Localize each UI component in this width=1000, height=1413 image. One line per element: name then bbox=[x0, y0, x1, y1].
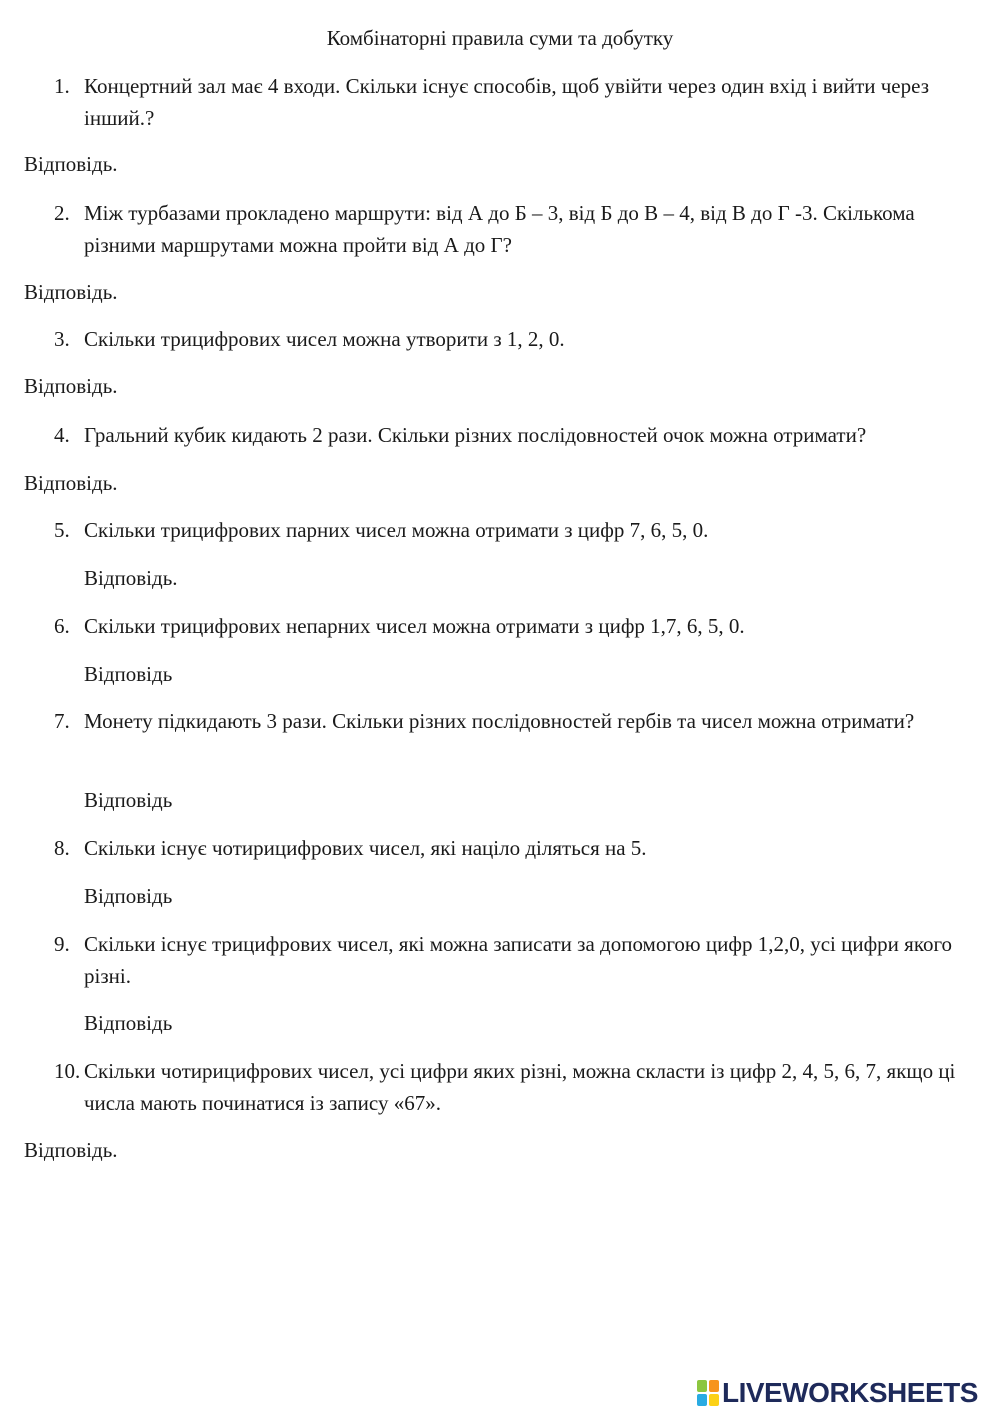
answer-label-8: Відповідь bbox=[84, 884, 173, 908]
liveworksheets-logo[interactable] bbox=[697, 1378, 978, 1408]
question-text: Скільки чотирицифрових чисел, усі цифри яких різні, можна скласти із цифр 2, 4, 5, 6, 7, якщо ці числа мають починатися із запису «67». bbox=[84, 1059, 956, 1115]
answer-label-4: Відповідь. bbox=[24, 471, 118, 495]
question-6 bbox=[54, 610, 984, 642]
question-2 bbox=[54, 197, 984, 261]
question-text: Скільки трицифрових парних чисел можна отримати з цифр 7, 6, 5, 0. bbox=[84, 518, 709, 542]
question-number: 5. bbox=[54, 518, 70, 542]
question-text: Скільки існує чотирицифрових чисел, які націло діляться на 5. bbox=[84, 836, 647, 860]
question-number: 9. bbox=[54, 932, 70, 956]
answer-label-6: Відповідь bbox=[84, 662, 173, 686]
question-number: 6. bbox=[54, 614, 70, 638]
question-number: 8. bbox=[54, 836, 70, 860]
answer-label-9: Відповідь bbox=[84, 1011, 173, 1035]
question-1 bbox=[54, 70, 984, 134]
question-text: Скільки трицифрових непарних чисел можна отримати з цифр 1,7, 6, 5, 0. bbox=[84, 614, 745, 638]
question-number: 1. bbox=[54, 74, 70, 98]
question-number: 7. bbox=[54, 709, 70, 733]
question-number: 10. bbox=[54, 1059, 81, 1083]
answer-label-7: Відповідь bbox=[84, 788, 173, 812]
question-8 bbox=[54, 832, 984, 864]
liveworksheets-logo-icon bbox=[697, 1380, 719, 1406]
answer-label-5: Відповідь. bbox=[84, 566, 178, 590]
question-9 bbox=[54, 928, 984, 992]
answer-label-3: Відповідь. bbox=[24, 374, 118, 398]
question-number: 3. bbox=[54, 327, 70, 351]
answer-label-2: Відповідь. bbox=[24, 280, 118, 304]
answer-label-1: Відповідь. bbox=[24, 152, 118, 176]
question-number: 4. bbox=[54, 423, 70, 447]
question-number: 2. bbox=[54, 201, 70, 225]
question-4 bbox=[54, 419, 984, 451]
page-title: Комбінаторні правила суми та добутку bbox=[326, 26, 674, 50]
question-5 bbox=[54, 514, 984, 546]
question-text: Гральний кубик кидають 2 рази. Скільки різних послідовностей очок можна отримати? bbox=[84, 423, 867, 447]
question-text: Монету підкидають 3 рази. Скільки різних послідовностей гербів та чисел можна отримати? bbox=[84, 709, 915, 733]
question-text: Між турбазами прокладено маршрути: від А до Б – 3, від Б до В – 4, від В до Г -3. Скількома різними маршрутами можна пройти від А до Г? bbox=[84, 201, 915, 257]
question-text: Скільки існує трицифрових чисел, які можна записати за допомогою цифр 1,2,0, усі цифри якого різні. bbox=[84, 932, 953, 988]
logo-text: LIVEWORKSHEETS bbox=[722, 1377, 978, 1408]
question-text: Концертний зал має 4 входи. Скільки існує способів, щоб увійти через один вхід і вийти через інший.? bbox=[84, 74, 930, 130]
answer-label-10: Відповідь. bbox=[24, 1138, 118, 1162]
question-text: Скільки трицифрових чисел можна утворити з 1, 2, 0. bbox=[84, 327, 565, 351]
question-3 bbox=[54, 323, 984, 355]
question-7 bbox=[54, 705, 984, 737]
question-10 bbox=[54, 1055, 984, 1119]
